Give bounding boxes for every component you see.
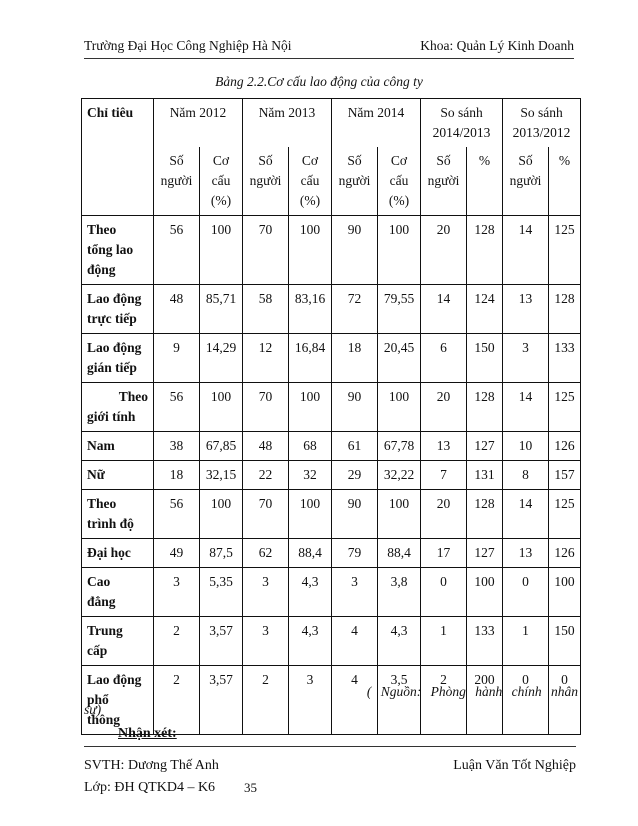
table-row — [82, 216, 581, 285]
table-cell: 128 — [467, 490, 503, 539]
table-row — [82, 383, 581, 432]
sub-header-row — [82, 147, 581, 216]
table-cell: 62 — [243, 539, 289, 568]
table-cell: 79 — [332, 539, 378, 568]
row-label — [82, 383, 154, 432]
compare-period: 2014/2013 — [432, 125, 491, 140]
table-cell: 124 — [467, 285, 503, 334]
table-cell: 0 — [503, 666, 549, 735]
table-cell: 70 — [243, 383, 289, 432]
table-row — [82, 490, 581, 539]
table-cell: 125 — [549, 216, 581, 285]
row-label-line: cấp — [87, 643, 108, 658]
table-cell: 3,57 — [200, 666, 243, 735]
compare-period: 2013/2012 — [512, 125, 571, 140]
sub-co-cau — [200, 147, 243, 216]
table-cell: 125 — [549, 383, 581, 432]
sub-label: cấu — [300, 173, 320, 188]
row-label-line: trình độ — [87, 516, 134, 531]
row-label-line: Theo — [118, 389, 148, 404]
table-cell: 20 — [421, 216, 467, 285]
school-name: Trường Đại Học Công Nghiệp Hà Nội — [84, 38, 292, 53]
table-cell: 100 — [200, 216, 243, 285]
table-cell: 100 — [200, 490, 243, 539]
table-row — [82, 617, 581, 666]
footer-class: Lớp: ĐH QTKD4 – K6 — [84, 780, 216, 795]
table-row — [82, 461, 581, 490]
row-label — [82, 334, 154, 383]
footer-thesis: Luận Văn Tốt Nghiệp — [453, 758, 576, 773]
table-cell: 3 — [332, 568, 378, 617]
table-cell: 18 — [332, 334, 378, 383]
row-label-line: Lao động — [87, 291, 142, 306]
table-row — [82, 432, 581, 461]
sub-so-nguoi — [243, 147, 289, 216]
sub-label: Số — [518, 153, 533, 168]
compare-label: So sánh — [520, 105, 563, 120]
sub-label: (%) — [388, 193, 410, 208]
table-cell: 18 — [154, 461, 200, 490]
table-cell: 49 — [154, 539, 200, 568]
table-cell: 0 — [503, 568, 549, 617]
table-cell: 4,3 — [378, 617, 421, 666]
table-cell: 14 — [503, 383, 549, 432]
header-compare-2014-2013 — [421, 99, 503, 148]
table-cell: 157 — [549, 461, 581, 490]
sub-label: (%) — [210, 193, 232, 208]
table-cell: 133 — [549, 334, 581, 383]
table-cell: 3,57 — [200, 617, 243, 666]
source-note: ( Nguồn: Phòng hành chính nhân — [366, 684, 578, 699]
table-cell: 72 — [332, 285, 378, 334]
table-cell: 3,5 — [378, 666, 421, 735]
table-cell: 32,22 — [378, 461, 421, 490]
row-label-line: thông — [87, 712, 121, 727]
sub-so-nguoi — [503, 147, 549, 216]
table-cell: 150 — [549, 617, 581, 666]
table-cell: 128 — [467, 216, 503, 285]
table-row — [82, 285, 581, 334]
table-cell: 100 — [378, 216, 421, 285]
table-cell: 83,16 — [289, 285, 332, 334]
row-label — [82, 666, 154, 735]
row-label-line: trực tiếp — [87, 311, 137, 326]
table-cell: 100 — [378, 383, 421, 432]
row-label-line: Theo — [87, 496, 117, 511]
table-cell: 20,45 — [378, 334, 421, 383]
table-cell: 29 — [332, 461, 378, 490]
page-header — [84, 36, 574, 59]
row-label-line: Lao động — [87, 672, 142, 687]
table-cell: 88,4 — [289, 539, 332, 568]
table-cell: 7 — [421, 461, 467, 490]
table-cell: 126 — [549, 539, 581, 568]
table-cell: 13 — [503, 539, 549, 568]
row-label-line: Nam — [87, 438, 115, 453]
sub-label: cấu — [211, 173, 231, 188]
table-cell: 13 — [421, 432, 467, 461]
row-label — [82, 617, 154, 666]
table-cell: 12 — [243, 334, 289, 383]
table-cell: 14 — [503, 216, 549, 285]
header-2014: Năm 2014 — [332, 99, 421, 148]
table-row — [82, 568, 581, 617]
table-cell: 6 — [421, 334, 467, 383]
header-compare-2013-2012 — [503, 99, 581, 148]
table-cell: 3,8 — [378, 568, 421, 617]
table-cell: 3 — [503, 334, 549, 383]
table-cell: 0 — [549, 666, 581, 735]
table-cell: 2 — [243, 666, 289, 735]
table-cell: 4,3 — [289, 617, 332, 666]
table-cell: 8 — [503, 461, 549, 490]
table-cell: 90 — [332, 383, 378, 432]
sub-so-nguoi — [332, 147, 378, 216]
table-cell: 16,84 — [289, 334, 332, 383]
table-cell: 127 — [467, 539, 503, 568]
sub-label: Số — [347, 153, 362, 168]
table-cell: 1 — [421, 617, 467, 666]
table-cell: 3 — [289, 666, 332, 735]
table-cell: 56 — [154, 490, 200, 539]
header-chi-tieu: Chỉ tiêu — [82, 99, 154, 216]
table-row — [82, 539, 581, 568]
table-cell: 90 — [332, 216, 378, 285]
table-cell: 70 — [243, 216, 289, 285]
table-cell: 0 — [421, 568, 467, 617]
table-cell: 61 — [332, 432, 378, 461]
row-label — [82, 432, 154, 461]
table-cell: 131 — [467, 461, 503, 490]
table-cell: 68 — [289, 432, 332, 461]
table-cell: 58 — [243, 285, 289, 334]
table-cell: 56 — [154, 216, 200, 285]
table-cell: 3 — [243, 617, 289, 666]
row-label-line: gián tiếp — [87, 360, 137, 375]
row-label — [82, 490, 154, 539]
row-label — [82, 285, 154, 334]
table-cell: 87,5 — [200, 539, 243, 568]
table-cell: 5,35 — [200, 568, 243, 617]
table-cell: 20 — [421, 490, 467, 539]
row-label — [82, 461, 154, 490]
table-cell: 32 — [289, 461, 332, 490]
table-cell: 70 — [243, 490, 289, 539]
table-cell: 20 — [421, 383, 467, 432]
row-label — [82, 539, 154, 568]
table-cell: 126 — [549, 432, 581, 461]
table-cell: 14 — [503, 490, 549, 539]
table-cell: 100 — [200, 383, 243, 432]
table-cell: 88,4 — [378, 539, 421, 568]
row-label-line: Lao động — [87, 340, 142, 355]
table-cell: 79,55 — [378, 285, 421, 334]
sub-so-nguoi — [154, 147, 200, 216]
row-label-line: Nữ — [87, 467, 105, 482]
table-row — [82, 666, 581, 735]
source-note-cont: sự) — [84, 702, 102, 717]
table-cell: 17 — [421, 539, 467, 568]
sub-label: Số — [169, 153, 184, 168]
faculty-name: Khoa: Quản Lý Kinh Doanh — [420, 38, 574, 53]
table-cell: 100 — [289, 490, 332, 539]
table-cell: 90 — [332, 490, 378, 539]
table-cell: 200 — [467, 666, 503, 735]
footer-student: SVTH: Dương Thế Anh — [84, 758, 219, 773]
row-label-line: động — [87, 262, 116, 277]
row-label-line: Theo — [87, 222, 117, 237]
sub-label: người — [338, 173, 371, 188]
table-cell: 14 — [421, 285, 467, 334]
remark-heading: Nhận xét: — [118, 726, 177, 741]
table-cell: 32,15 — [200, 461, 243, 490]
sub-label: Số — [258, 153, 273, 168]
row-label-line: Đại học — [87, 545, 131, 560]
table-cell: 3 — [154, 568, 200, 617]
row-label-line: tổng lao — [87, 242, 134, 257]
table-cell: 100 — [289, 383, 332, 432]
table-cell: 22 — [243, 461, 289, 490]
table-cell: 4,3 — [289, 568, 332, 617]
row-label-line: Trung — [87, 623, 123, 638]
sub-so-nguoi — [421, 147, 467, 216]
compare-label: So sánh — [440, 105, 483, 120]
header-2013: Năm 2013 — [243, 99, 332, 148]
sub-label: Cơ — [212, 153, 230, 168]
table-cell: 9 — [154, 334, 200, 383]
sub-percent: % — [549, 147, 581, 216]
row-label — [82, 216, 154, 285]
table-cell: 48 — [243, 432, 289, 461]
sub-label: Cơ — [301, 153, 319, 168]
sub-co-cau — [289, 147, 332, 216]
table-cell: 128 — [549, 285, 581, 334]
sub-label: người — [160, 173, 193, 188]
sub-percent: % — [467, 147, 503, 216]
table-cell: 85,71 — [200, 285, 243, 334]
table-row — [82, 334, 581, 383]
sub-label: (%) — [299, 193, 321, 208]
column-header-row — [82, 99, 581, 148]
table-cell: 67,85 — [200, 432, 243, 461]
table-cell: 128 — [467, 383, 503, 432]
table-cell: 3 — [243, 568, 289, 617]
sub-label: cấu — [389, 173, 409, 188]
sub-label: Số — [436, 153, 451, 168]
table-cell: 48 — [154, 285, 200, 334]
page-number: 35 — [244, 780, 257, 795]
row-label-line: đẳng — [87, 594, 116, 609]
table-cell: 100 — [378, 490, 421, 539]
table-cell: 13 — [503, 285, 549, 334]
sub-label: Cơ — [390, 153, 408, 168]
labor-structure-table — [81, 98, 581, 735]
table-cell: 125 — [549, 490, 581, 539]
table-cell: 133 — [467, 617, 503, 666]
table-cell: 2 — [154, 666, 200, 735]
table-cell: 100 — [467, 568, 503, 617]
row-label — [82, 568, 154, 617]
table-cell: 2 — [154, 617, 200, 666]
table-cell: 100 — [289, 216, 332, 285]
table-cell: 4 — [332, 666, 378, 735]
table-cell: 4 — [332, 617, 378, 666]
sub-label: người — [249, 173, 282, 188]
header-2012: Năm 2012 — [154, 99, 243, 148]
table-cell: 56 — [154, 383, 200, 432]
row-label-line: giới tính — [87, 409, 136, 424]
table-cell: 67,78 — [378, 432, 421, 461]
row-label-line: phổ — [87, 692, 109, 707]
sub-label: người — [509, 173, 542, 188]
row-label-line: Cao — [87, 574, 111, 589]
sub-label: người — [427, 173, 460, 188]
table-caption: Bảng 2.2.Cơ cấu lao động của công ty — [215, 74, 423, 89]
table-cell: 100 — [549, 568, 581, 617]
footer-divider — [84, 746, 576, 747]
table-cell: 2 — [421, 666, 467, 735]
table-cell: 150 — [467, 334, 503, 383]
table-cell: 38 — [154, 432, 200, 461]
table-cell: 10 — [503, 432, 549, 461]
table-cell: 1 — [503, 617, 549, 666]
table-cell: 127 — [467, 432, 503, 461]
sub-co-cau — [378, 147, 421, 216]
table-cell: 14,29 — [200, 334, 243, 383]
